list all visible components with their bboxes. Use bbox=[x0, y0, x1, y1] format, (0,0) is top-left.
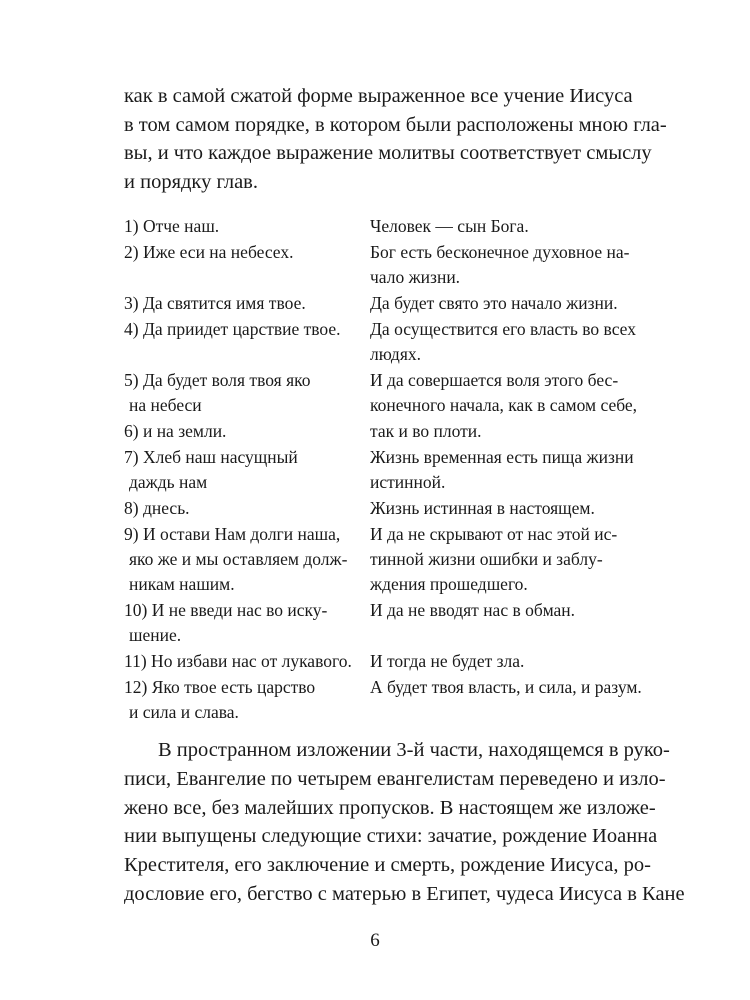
prayer-meaning-line: И да совершается воля этого бес- bbox=[370, 370, 619, 390]
prayer-meaning-cell bbox=[370, 240, 660, 290]
prayer-verse-line: 4) Да приидет царствие твое. bbox=[124, 319, 341, 339]
prayer-verse-cell bbox=[124, 291, 370, 316]
prayer-row bbox=[124, 368, 660, 418]
prayer-meaning-cell bbox=[370, 445, 660, 495]
intro-line: в том самом порядке, в котором были расположены мною гла- bbox=[124, 113, 667, 136]
prayer-row bbox=[124, 214, 660, 239]
prayer-verse-line: 9) И остави Нам долги наша, bbox=[124, 524, 341, 544]
prayer-row bbox=[124, 675, 660, 725]
page-number: 6 bbox=[370, 930, 380, 951]
prayer-meaning-cell bbox=[370, 291, 660, 316]
prayer-verse-line: на небеси bbox=[129, 395, 202, 415]
prayer-row bbox=[124, 496, 660, 521]
prayer-meaning-line: И да не вводят нас в обман. bbox=[370, 600, 576, 620]
prayer-verse-line: 11) Но избави нас от лукавого. bbox=[124, 651, 352, 671]
prayer-verse-line: и сила и слава. bbox=[129, 702, 239, 722]
body-line: дословие его, бегство с матерью в Египет, чудеса Иисуса в Кане bbox=[124, 882, 685, 905]
prayer-meaning-line: Да будет свято это начало жизни. bbox=[370, 293, 618, 313]
body-line: Крестителя, его заключение и смерть, рождение Иисуса, ро- bbox=[124, 854, 651, 877]
prayer-comparison-table bbox=[124, 214, 660, 726]
prayer-verse-line: 12) Яко твое есть царство bbox=[124, 677, 316, 697]
prayer-verse-cell bbox=[124, 496, 370, 521]
prayer-meaning-cell bbox=[370, 522, 660, 597]
prayer-verse-cell bbox=[124, 240, 370, 290]
prayer-meaning-cell bbox=[370, 214, 660, 239]
prayer-verse-cell bbox=[124, 445, 370, 495]
prayer-meaning-line: чало жизни. bbox=[370, 267, 461, 287]
prayer-meaning-line: тинной жизни ошибки и заблу- bbox=[370, 549, 603, 569]
prayer-meaning-line: И да не скрывают от нас этой ис- bbox=[370, 524, 618, 544]
prayer-verse-line: 7) Хлеб наш насущный bbox=[124, 447, 298, 467]
prayer-verse-line: даждь нам bbox=[129, 472, 208, 492]
prayer-row bbox=[124, 649, 660, 674]
prayer-meaning-line: А будет твоя власть, и сила, и разум. bbox=[370, 677, 642, 697]
prayer-meaning-cell bbox=[370, 649, 660, 674]
prayer-row bbox=[124, 522, 660, 597]
prayer-meaning-cell bbox=[370, 419, 660, 444]
prayer-verse-cell bbox=[124, 419, 370, 444]
body-line: нии выпущены следующие стихи: зачатие, рождение Иоанна bbox=[124, 825, 658, 848]
intro-paragraph bbox=[124, 82, 667, 196]
prayer-row bbox=[124, 240, 660, 290]
prayer-meaning-line: людях. bbox=[370, 344, 421, 364]
prayer-meaning-line: И тогда не будет зла. bbox=[370, 651, 525, 671]
prayer-verse-cell bbox=[124, 598, 370, 648]
prayer-meaning-line: Жизнь истинная в настоящем. bbox=[370, 498, 595, 518]
prayer-verse-line: 8) днесь. bbox=[124, 498, 190, 518]
prayer-verse-cell bbox=[124, 522, 370, 597]
intro-line: и порядку глав. bbox=[124, 170, 258, 193]
prayer-meaning-line: ждения прошедшего. bbox=[370, 574, 528, 594]
prayer-meaning-cell bbox=[370, 368, 660, 418]
body-line: писи, Евангелие по четырем евангелистам переведено и изло- bbox=[124, 767, 666, 790]
prayer-verse-line: 10) И не введи нас во иску- bbox=[124, 600, 328, 620]
prayer-verse-line: яко же и мы оставляем долж- bbox=[129, 549, 348, 569]
prayer-verse-cell bbox=[124, 317, 370, 367]
prayer-verse-line: 6) и на земли. bbox=[124, 421, 227, 441]
prayer-verse-line: никам нашим. bbox=[129, 574, 235, 594]
intro-line: как в самой сжатой форме выраженное все учение Иисуса bbox=[124, 85, 633, 107]
prayer-meaning-line: истинной. bbox=[370, 472, 446, 492]
prayer-meaning-cell bbox=[370, 317, 660, 367]
prayer-meaning-cell bbox=[370, 598, 660, 648]
prayer-verse-cell bbox=[124, 675, 370, 725]
prayer-verse-cell bbox=[124, 214, 370, 239]
prayer-verse-line: 1) Отче наш. bbox=[124, 216, 220, 236]
prayer-row bbox=[124, 598, 660, 648]
prayer-verse-line: 2) Иже еси на небесех. bbox=[124, 242, 294, 262]
prayer-verse-cell bbox=[124, 368, 370, 418]
body-line: жено все, без малейших пропусков. В настоящем же изложе- bbox=[124, 796, 656, 819]
prayer-row bbox=[124, 317, 660, 367]
intro-line: вы, и что каждое выражение молитвы соответствует смыслу bbox=[124, 142, 652, 164]
prayer-row bbox=[124, 419, 660, 444]
prayer-verse-line: 5) Да будет воля твоя яко bbox=[124, 370, 311, 390]
body-paragraph bbox=[124, 736, 685, 909]
prayer-row bbox=[124, 291, 660, 316]
prayer-meaning-line: Да осуществится его власть во всех bbox=[370, 319, 636, 339]
prayer-meaning-cell bbox=[370, 675, 660, 725]
prayer-meaning-line: Бог есть бесконечное духовное на- bbox=[370, 242, 630, 262]
prayer-meaning-line: Человек — сын Бога. bbox=[370, 216, 529, 236]
prayer-row bbox=[124, 445, 660, 495]
prayer-verse-line: шение. bbox=[129, 625, 182, 645]
prayer-meaning-line: Жизнь временная есть пища жизни bbox=[370, 447, 634, 467]
prayer-meaning-line: так и во плоти. bbox=[370, 421, 482, 441]
prayer-verse-line: 3) Да святится имя твое. bbox=[124, 293, 306, 313]
body-line: В пространном изложении 3-й части, находящемся в руко- bbox=[158, 739, 670, 761]
prayer-meaning-line: конечного начала, как в самом себе, bbox=[370, 395, 638, 415]
prayer-verse-cell bbox=[124, 649, 370, 674]
prayer-meaning-cell bbox=[370, 496, 660, 521]
